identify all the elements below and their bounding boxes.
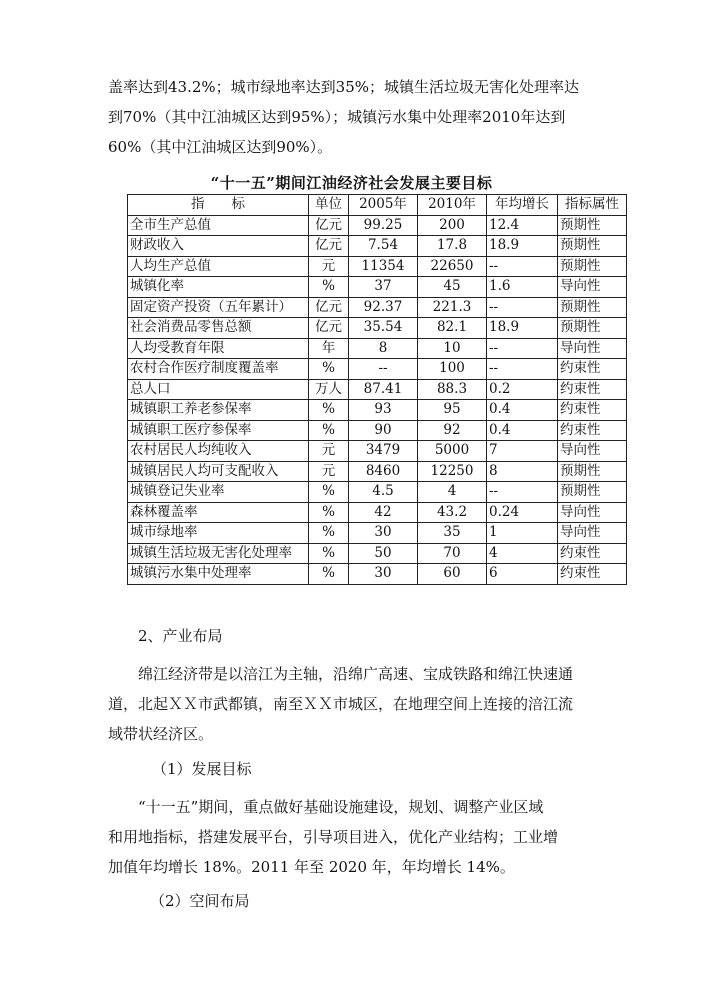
subsection-paragraph xyxy=(108,792,618,882)
table-cell: 导向性 xyxy=(558,441,627,462)
table-cell: 12.4 xyxy=(487,215,558,236)
header-cell: 年均增长 xyxy=(487,195,558,216)
table-row xyxy=(128,523,627,544)
header-cell: 2005年 xyxy=(349,195,418,216)
table-cell: 财政收入 xyxy=(128,236,309,257)
table-cell: 92 xyxy=(418,420,487,441)
table-cell: 3479 xyxy=(349,441,418,462)
table-cell: 22650 xyxy=(418,256,487,277)
table-cell: % xyxy=(309,359,349,380)
table-cell: 预期性 xyxy=(558,256,627,277)
table-row xyxy=(128,318,627,339)
table-cell: -- xyxy=(349,359,418,380)
table-cell: 亿元 xyxy=(309,236,349,257)
table-cell: 约束性 xyxy=(558,400,627,421)
table-cell: % xyxy=(309,277,349,298)
table-cell: 年 xyxy=(309,338,349,359)
text-line: 盖率达到43.2%；城市绿地率达到35%；城镇生活垃圾无害化处理率达 xyxy=(108,78,579,96)
table-cell: 60 xyxy=(418,564,487,585)
table-cell: 城镇化率 xyxy=(128,277,309,298)
table-row xyxy=(128,564,627,585)
table-cell: 221.3 xyxy=(418,297,487,318)
section-heading: 2、产业布局 xyxy=(138,627,223,645)
table-row xyxy=(128,236,627,257)
text-line: 域带状经济区。 xyxy=(108,725,214,743)
table-cell: % xyxy=(309,420,349,441)
table-row xyxy=(128,256,627,277)
table-cell: 7.54 xyxy=(349,236,418,257)
table-cell: 88.3 xyxy=(418,379,487,400)
table-cell: -- xyxy=(487,359,558,380)
table-cell: 87.41 xyxy=(349,379,418,400)
table-cell: 人均受教育年限 xyxy=(128,338,309,359)
table-cell: 8 xyxy=(487,461,558,482)
header-cell: 指 标 xyxy=(128,195,309,216)
table-cell: % xyxy=(309,400,349,421)
table-cell: 8460 xyxy=(349,461,418,482)
table-cell: % xyxy=(309,523,349,544)
table-cell: 30 xyxy=(349,523,418,544)
table-cell: 预期性 xyxy=(558,461,627,482)
table-cell: 0.4 xyxy=(487,420,558,441)
table-cell: 城镇职工医疗参保率 xyxy=(128,420,309,441)
table-cell: 35 xyxy=(418,523,487,544)
table-body xyxy=(128,215,627,584)
header-cell: 2010年 xyxy=(418,195,487,216)
table-cell: % xyxy=(309,564,349,585)
table-cell: 70 xyxy=(418,543,487,564)
table-cell: 4 xyxy=(418,482,487,503)
table-cell: 农村合作医疗制度覆盖率 xyxy=(128,359,309,380)
table-cell: 固定资产投资（五年累计） xyxy=(128,297,309,318)
table-cell: 95 xyxy=(418,400,487,421)
table-cell: 森林覆盖率 xyxy=(128,502,309,523)
text-line: 加值年均增长 18%。2011 年至 2020 年，年均增长 14%。 xyxy=(108,858,515,876)
table-cell: 8 xyxy=(349,338,418,359)
table-cell: 4 xyxy=(487,543,558,564)
table-cell: -- xyxy=(487,256,558,277)
text-line: 绵江经济带是以涪江为主轴，沿绵广高速、宝成铁路和绵江快速通 xyxy=(138,665,574,683)
table-cell: 35.54 xyxy=(349,318,418,339)
table-cell: 50 xyxy=(349,543,418,564)
table-cell: 0.2 xyxy=(487,379,558,400)
table-cell: % xyxy=(309,502,349,523)
table-row xyxy=(128,277,627,298)
table-cell: 92.37 xyxy=(349,297,418,318)
table-cell: 约束性 xyxy=(558,543,627,564)
table-row xyxy=(128,461,627,482)
table-cell: 农村居民人均纯收入 xyxy=(128,441,309,462)
table-row xyxy=(128,400,627,421)
table-row xyxy=(128,379,627,400)
text-line: 到70%（其中江油城区达到95%）；城镇污水集中处理率2010年达到 xyxy=(108,108,566,126)
table-cell: -- xyxy=(487,482,558,503)
header-cell: 指标属性 xyxy=(558,195,627,216)
table-cell: % xyxy=(309,543,349,564)
text-line: 60%（其中江油城区达到90%）。 xyxy=(108,138,333,156)
table-row xyxy=(128,359,627,380)
table-cell: 17.8 xyxy=(418,236,487,257)
table-cell: 万人 xyxy=(309,379,349,400)
table-cell: 10 xyxy=(418,338,487,359)
table-cell: 100 xyxy=(418,359,487,380)
table-cell: 预期性 xyxy=(558,318,627,339)
table-cell: 0.24 xyxy=(487,502,558,523)
table-cell: 18.9 xyxy=(487,318,558,339)
text-line: 道，北起ＸＸ市武都镇，南至ＸＸ市城区，在地理空间上连接的涪江流 xyxy=(108,695,574,713)
table-cell: 城镇职工养老参保率 xyxy=(128,400,309,421)
text-line: “十一五”期间，重点做好基础设施建设，规划、调整产业区域 xyxy=(138,798,544,816)
table-row xyxy=(128,420,627,441)
table-cell: 预期性 xyxy=(558,482,627,503)
table-cell: 元 xyxy=(309,256,349,277)
table-cell: 82.1 xyxy=(418,318,487,339)
table-cell: 亿元 xyxy=(309,297,349,318)
subsection-heading: （2）空间布局 xyxy=(150,892,250,910)
table-cell: -- xyxy=(487,297,558,318)
table-cell: 亿元 xyxy=(309,215,349,236)
table-cell: 4.5 xyxy=(349,482,418,503)
table-cell: 元 xyxy=(309,441,349,462)
table-cell: 亿元 xyxy=(309,318,349,339)
table-cell: 约束性 xyxy=(558,564,627,585)
table-cell: 30 xyxy=(349,564,418,585)
table-cell: 5000 xyxy=(418,441,487,462)
table-cell: 93 xyxy=(349,400,418,421)
table-cell: 城镇登记失业率 xyxy=(128,482,309,503)
table-cell: 7 xyxy=(487,441,558,462)
table-cell: % xyxy=(309,482,349,503)
table-row xyxy=(128,502,627,523)
table-cell: 11354 xyxy=(349,256,418,277)
table-row xyxy=(128,338,627,359)
table-cell: 6 xyxy=(487,564,558,585)
table-cell: 45 xyxy=(418,277,487,298)
table-cell: 90 xyxy=(349,420,418,441)
table-cell: 1.6 xyxy=(487,277,558,298)
goals-table xyxy=(127,194,627,585)
table-row xyxy=(128,543,627,564)
table-cell: 城镇居民人均可支配收入 xyxy=(128,461,309,482)
table-cell: 约束性 xyxy=(558,420,627,441)
table-cell: 预期性 xyxy=(558,297,627,318)
table-cell: 18.9 xyxy=(487,236,558,257)
table-cell: 全市生产总值 xyxy=(128,215,309,236)
subsection-heading: （1）发展目标 xyxy=(152,760,252,778)
table-cell: 预期性 xyxy=(558,236,627,257)
table-header-row xyxy=(128,195,627,216)
table-cell: 导向性 xyxy=(558,338,627,359)
table-cell: 导向性 xyxy=(558,277,627,298)
table-cell: 导向性 xyxy=(558,502,627,523)
table-cell: 社会消费品零售总额 xyxy=(128,318,309,339)
table-cell: 导向性 xyxy=(558,523,627,544)
table-title: “十一五”期间江油经济社会发展主要目标 xyxy=(210,174,493,192)
table-cell: 1 xyxy=(487,523,558,544)
table-cell: 42 xyxy=(349,502,418,523)
table-cell: 元 xyxy=(309,461,349,482)
table-row xyxy=(128,441,627,462)
table-cell: 37 xyxy=(349,277,418,298)
header-cell: 单位 xyxy=(309,195,349,216)
table-row xyxy=(128,482,627,503)
table-cell: 人均生产总值 xyxy=(128,256,309,277)
table-cell: 0.4 xyxy=(487,400,558,421)
table-cell: 总人口 xyxy=(128,379,309,400)
table-cell: -- xyxy=(487,338,558,359)
table-cell: 预期性 xyxy=(558,215,627,236)
table-cell: 43.2 xyxy=(418,502,487,523)
table-cell: 城镇生活垃圾无害化处理率 xyxy=(128,543,309,564)
table-cell: 12250 xyxy=(418,461,487,482)
table-cell: 城市绿地率 xyxy=(128,523,309,544)
section-paragraph xyxy=(108,659,618,749)
table-cell: 约束性 xyxy=(558,359,627,380)
table-row xyxy=(128,215,627,236)
table-cell: 城镇污水集中处理率 xyxy=(128,564,309,585)
intro-paragraph xyxy=(108,72,618,162)
table-cell: 约束性 xyxy=(558,379,627,400)
text-line: 和用地指标，搭建发展平台，引导项目进入，优化产业结构；工业增 xyxy=(108,828,559,846)
table-cell: 99.25 xyxy=(349,215,418,236)
table-cell: 200 xyxy=(418,215,487,236)
table-row xyxy=(128,297,627,318)
